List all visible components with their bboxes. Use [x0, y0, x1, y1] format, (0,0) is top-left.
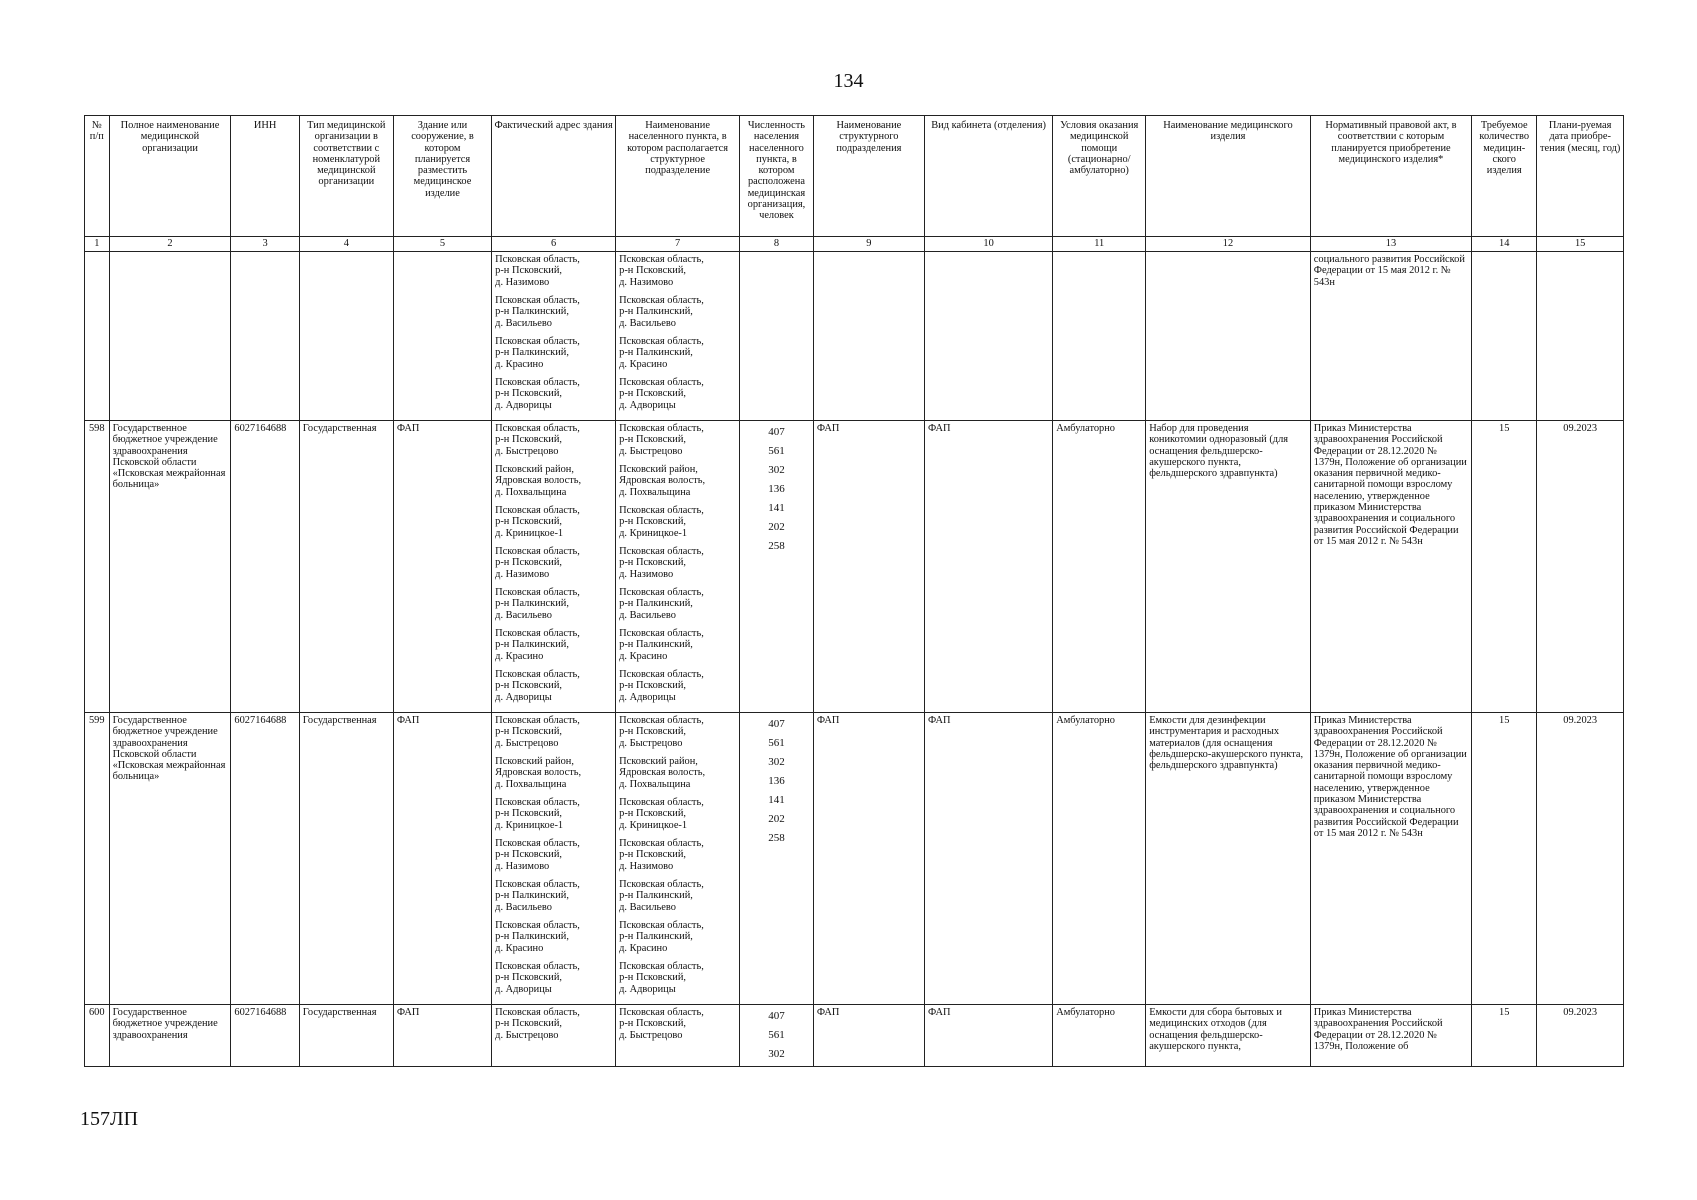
table-row [85, 1005, 1624, 1067]
settlement: Псковская область, р-н Палкинский, д. Васильево [619, 879, 704, 913]
legal-act: Приказ Министерства здравоохранения Российской Федерации от 28.12.2020 № 1379н, Положение об организации оказания первичной медико-санитарной помощи взрослому населению, утвержденное приказом Министерства здравоохранения и социального развития Российской Федерации от 15 мая 2012 г. № 543н [1310, 713, 1471, 1005]
column-number: 5 [393, 237, 491, 252]
column-number: 15 [1537, 237, 1624, 252]
address: Псковская область, р-н Палкинский, д. Васильево [495, 295, 580, 329]
header-cell: ИНН [231, 116, 299, 237]
organization-name: Государственное бюджетное учреждение здравоохранения Псковской области «Псковская межрайонная больница» [109, 421, 231, 713]
quantity: 15 [1472, 1005, 1537, 1067]
column-number: 6 [492, 237, 616, 252]
purchase-date: 09.2023 [1537, 1005, 1624, 1067]
population: 141 [768, 794, 785, 806]
settlement-cell [616, 1005, 740, 1067]
header-cell: Численность населения населенного пункта, в котором расположена медицинская организация, человек [740, 116, 814, 237]
header-cell: Вид кабинета (отделения) [924, 116, 1052, 237]
population: 258 [768, 832, 785, 844]
care-conditions: Амбулаторно [1053, 421, 1146, 713]
settlement: Псковская область, р-н Псковский, д. Назимово [619, 838, 704, 872]
cabinet-type: ФАП [924, 1005, 1052, 1067]
population-cell [740, 421, 814, 713]
address: Псковская область, р-н Псковский, д. Назимово [495, 546, 580, 580]
population: 407 [768, 426, 785, 438]
header-cell: Требуемое количество медицин-ского изделия [1472, 116, 1537, 237]
care-conditions: Амбулаторно [1053, 713, 1146, 1005]
address: Псковская область, р-н Палкинский, д. Красино [495, 628, 580, 662]
settlement: Псковская область, р-н Псковский, д. Быстрецово [619, 423, 704, 457]
address: Псковская область, р-н Палкинский, д. Красино [495, 336, 580, 370]
column-number: 1 [85, 237, 110, 252]
address-cell [492, 421, 616, 713]
purchase-date: 09.2023 [1537, 713, 1624, 1005]
header-cell: Наименование населенного пункта, в котором располагается структурное подразделение [616, 116, 740, 237]
population-cell [740, 713, 814, 1005]
header-cell: Здание или сооружение, в котором планируется разместить медицинское изделие [393, 116, 491, 237]
table-row [85, 421, 1624, 713]
structural-unit: ФАП [813, 421, 924, 713]
organization-type: Государственная [299, 1005, 393, 1067]
building: ФАП [393, 713, 491, 1005]
organization-name: Государственное бюджетное учреждение здравоохранения [109, 1005, 231, 1067]
column-number: 9 [813, 237, 924, 252]
population: 561 [768, 737, 785, 749]
population: 202 [768, 521, 785, 533]
inn: 6027164688 [231, 713, 299, 1005]
settlement: Псковская область, р-н Палкинский, д. Красино [619, 628, 704, 662]
column-number: 13 [1310, 237, 1471, 252]
structural-unit: ФАП [813, 1005, 924, 1067]
settlement: Псковская область, р-н Псковский, д. Адворицы [619, 961, 704, 995]
purchase-date: 09.2023 [1537, 421, 1624, 713]
column-number: 7 [616, 237, 740, 252]
column-number-row [85, 237, 1624, 252]
address: Псковская область, р-н Псковский, д. Быстрецово [495, 423, 580, 457]
device-name: Емкости для сбора бытовых и медицинских отходов (для оснащения фельдшерско-акушерского пункта, [1146, 1005, 1311, 1067]
settlement: Псковский район, Ядровская волость, д. Похвальщина [619, 464, 706, 498]
address: Псковская область, р-н Псковский, д. Быстрецово [495, 715, 580, 749]
organization-type: Государственная [299, 421, 393, 713]
population: 302 [768, 756, 785, 768]
building: ФАП [393, 1005, 491, 1067]
column-number: 14 [1472, 237, 1537, 252]
settlement: Псковская область, р-н Псковский, д. Назимово [619, 546, 704, 580]
device-name: Емкости для дезинфекции инструментария и расходных материалов (для оснащения фельдшерско-акушерского пункта, фельдшерского здравпункта) [1146, 713, 1311, 1005]
row-number: 599 [85, 713, 110, 1005]
header-cell: № п/п [85, 116, 110, 237]
population: 202 [768, 813, 785, 825]
care-conditions: Амбулаторно [1053, 1005, 1146, 1067]
address-cell [492, 1005, 616, 1067]
population: 136 [768, 483, 785, 495]
header-cell: Наименование медицинского изделия [1146, 116, 1311, 237]
address: Псковская область, р-н Псковский, д. Адворицы [495, 377, 580, 411]
settlement: Псковская область, р-н Палкинский, д. Красино [619, 920, 704, 954]
settlement: Псковская область, р-н Псковский, д. Адворицы [619, 669, 704, 703]
legal-act: Приказ Министерства здравоохранения Российской Федерации от 28.12.2020 № 1379н, Положение об организации оказания первичной медико-санитарной помощи взрослому населению, утвержденное приказом Министерства здравоохранения и социального развития Российской Федерации от 15 мая 2012 г. № 543н [1310, 421, 1471, 713]
column-number: 2 [109, 237, 231, 252]
population: 136 [768, 775, 785, 787]
population: 561 [768, 445, 785, 457]
settlement: Псковский район, Ядровская волость, д. Похвальщина [619, 756, 706, 790]
address: Псковская область, р-н Псковский, д. Криницкое-1 [495, 505, 580, 539]
population: 258 [768, 540, 785, 552]
quantity: 15 [1472, 713, 1537, 1005]
population: 407 [768, 718, 785, 730]
column-number: 12 [1146, 237, 1311, 252]
settlement: Псковская область, р-н Псковский, д. Адворицы [619, 377, 704, 411]
address: Псковская область, р-н Псковский, д. Назимово [495, 838, 580, 872]
column-number: 4 [299, 237, 393, 252]
header-cell: Плани-руемая дата приобре-тения (месяц, год) [1537, 116, 1624, 237]
column-number: 11 [1053, 237, 1146, 252]
legal-act: Приказ Министерства здравоохранения Российской Федерации от 28.12.2020 № 1379н, Положение об [1310, 1005, 1471, 1067]
settlement-cell [616, 421, 740, 713]
cabinet-type: ФАП [924, 713, 1052, 1005]
organization-name: Государственное бюджетное учреждение здравоохранения Псковской области «Псковская межрайонная больница» [109, 713, 231, 1005]
settlement: Псковская область, р-н Псковский, д. Быстрецово [619, 715, 704, 749]
row-number: 598 [85, 421, 110, 713]
cabinet-type: ФАП [924, 421, 1052, 713]
organization-type: Государственная [299, 713, 393, 1005]
row-number: 600 [85, 1005, 110, 1067]
registry-table [84, 115, 1624, 1067]
settlement: Псковская область, р-н Псковский, д. Быстрецово [619, 1007, 704, 1041]
address: Псковская область, р-н Псковский, д. Криницкое-1 [495, 797, 580, 831]
address-cell [492, 252, 616, 421]
table-row [85, 713, 1624, 1005]
structural-unit: ФАП [813, 713, 924, 1005]
header-cell: Полное наименование медицинской организации [109, 116, 231, 237]
population: 302 [768, 1048, 785, 1060]
settlement: Псковская область, р-н Псковский, д. Криницкое-1 [619, 797, 704, 831]
building: ФАП [393, 421, 491, 713]
header-cell: Нормативный правовой акт, в соответствии с которым планируется приобретение медицинского изделия* [1310, 116, 1471, 237]
header-row [85, 116, 1624, 237]
population: 302 [768, 464, 785, 476]
address: Псковская область, р-н Палкинский, д. Васильево [495, 587, 580, 621]
address-cell [492, 713, 616, 1005]
settlement: Псковская область, р-н Палкинский, д. Васильево [619, 587, 704, 621]
address: Псковская область, р-н Псковский, д. Назимово [495, 254, 580, 288]
column-number: 3 [231, 237, 299, 252]
address: Псковская область, р-н Палкинский, д. Красино [495, 920, 580, 954]
population: 561 [768, 1029, 785, 1041]
device-name: Набор для проведения коникотомии одноразовый (для оснащения фельдшерско-акушерского пункта, фельдшерского здравпункта) [1146, 421, 1311, 713]
settlement-cell [616, 252, 740, 421]
inn: 6027164688 [231, 421, 299, 713]
population-cell [740, 1005, 814, 1067]
quantity: 15 [1472, 421, 1537, 713]
column-number: 10 [924, 237, 1052, 252]
column-number: 8 [740, 237, 814, 252]
settlement: Псковская область, р-н Псковский, д. Криницкое-1 [619, 505, 704, 539]
legal-act: социального развития Российской Федерации от 15 мая 2012 г. № 543н [1310, 252, 1471, 421]
document-code: 157ЛП [80, 1108, 139, 1130]
inn: 6027164688 [231, 1005, 299, 1067]
header-cell: Тип медицинской организации в соответствии с номенклатурой медицинской организации [299, 116, 393, 237]
settlement-cell [616, 713, 740, 1005]
settlement: Псковская область, р-н Псковский, д. Назимово [619, 254, 704, 288]
header-cell: Условия оказания медицинской помощи (стационарно/ амбулаторно) [1053, 116, 1146, 237]
header-cell: Наименование структурного подразделения [813, 116, 924, 237]
settlement: Псковская область, р-н Палкинский, д. Васильево [619, 295, 704, 329]
address: Псковская область, р-н Палкинский, д. Васильево [495, 879, 580, 913]
header-cell: Фактический адрес здания [492, 116, 616, 237]
settlement: Псковская область, р-н Палкинский, д. Красино [619, 336, 704, 370]
address: Псковский район, Ядровская волость, д. Похвальщина [495, 464, 582, 498]
population: 141 [768, 502, 785, 514]
page-number: 134 [833, 70, 864, 92]
address: Псковская область, р-н Псковский, д. Адворицы [495, 669, 580, 703]
population: 407 [768, 1010, 785, 1022]
address: Псковская область, р-н Псковский, д. Адворицы [495, 961, 580, 995]
address: Псковская область, р-н Псковский, д. Быстрецово [495, 1007, 580, 1041]
address: Псковский район, Ядровская волость, д. Похвальщина [495, 756, 582, 790]
continuation-row [85, 252, 1624, 421]
